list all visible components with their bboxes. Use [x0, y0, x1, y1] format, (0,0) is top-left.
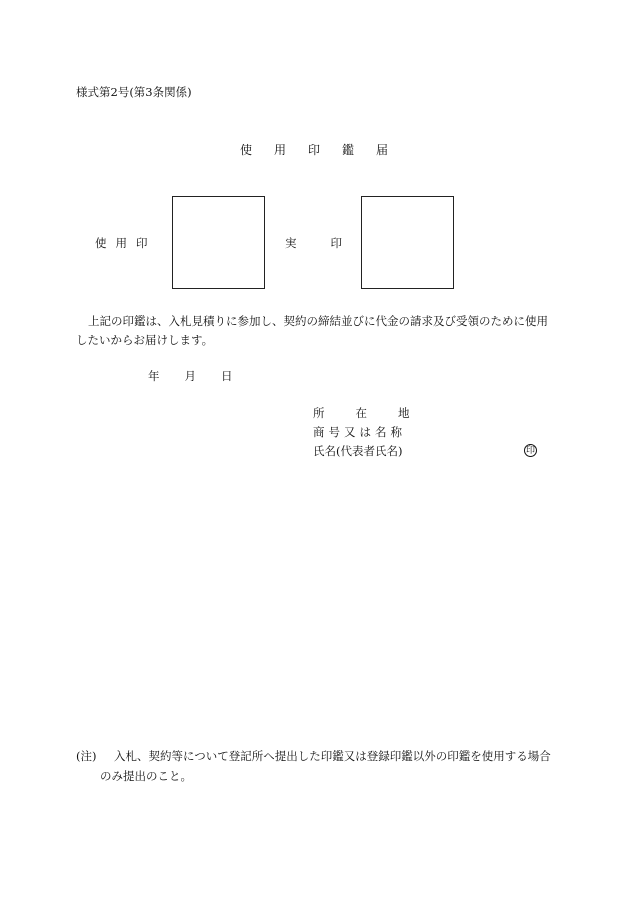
page-title: 使用印鑑届 [240, 143, 411, 157]
footnote-head: (注) [76, 749, 97, 763]
date-line [148, 370, 233, 384]
real-seal-label-part: 印 [330, 236, 342, 250]
date-day-label: 日 [221, 369, 233, 383]
footnote-line: のみ提出のこと。 [100, 769, 192, 783]
used-seal-label: 使用印 [95, 236, 157, 250]
real-seal-box [361, 196, 454, 289]
footnote [76, 746, 566, 786]
real-seal-label-part: 実 [285, 236, 297, 250]
declaration-line: 上記の印鑑は、入札見積りに参加し、契約の締結並びに代金の請求及び受領のために使用 [88, 314, 548, 328]
form-number: 様式第2号(第3条関係) [76, 85, 192, 99]
address-label [313, 407, 410, 421]
date-month-label: 月 [184, 369, 196, 383]
used-seal-box [172, 196, 265, 289]
representative-name-label: 氏名(代表者氏名) [313, 444, 403, 458]
declaration-line: したいからお届けします。 [76, 333, 214, 347]
real-seal-label [285, 237, 342, 251]
trade-name-label: 商号又は名称 [313, 425, 406, 439]
address-label-part: 所 [313, 406, 325, 420]
date-year-label: 年 [148, 369, 160, 383]
seal-mark: 印 [525, 446, 535, 456]
address-label-part: 地 [398, 406, 410, 420]
footnote-line: 入札、契約等について登記所へ提出した印鑑又は登録印鑑以外の印鑑を使用する場合 [114, 749, 551, 763]
declaration-text [76, 312, 558, 350]
address-label-part: 在 [355, 406, 367, 420]
